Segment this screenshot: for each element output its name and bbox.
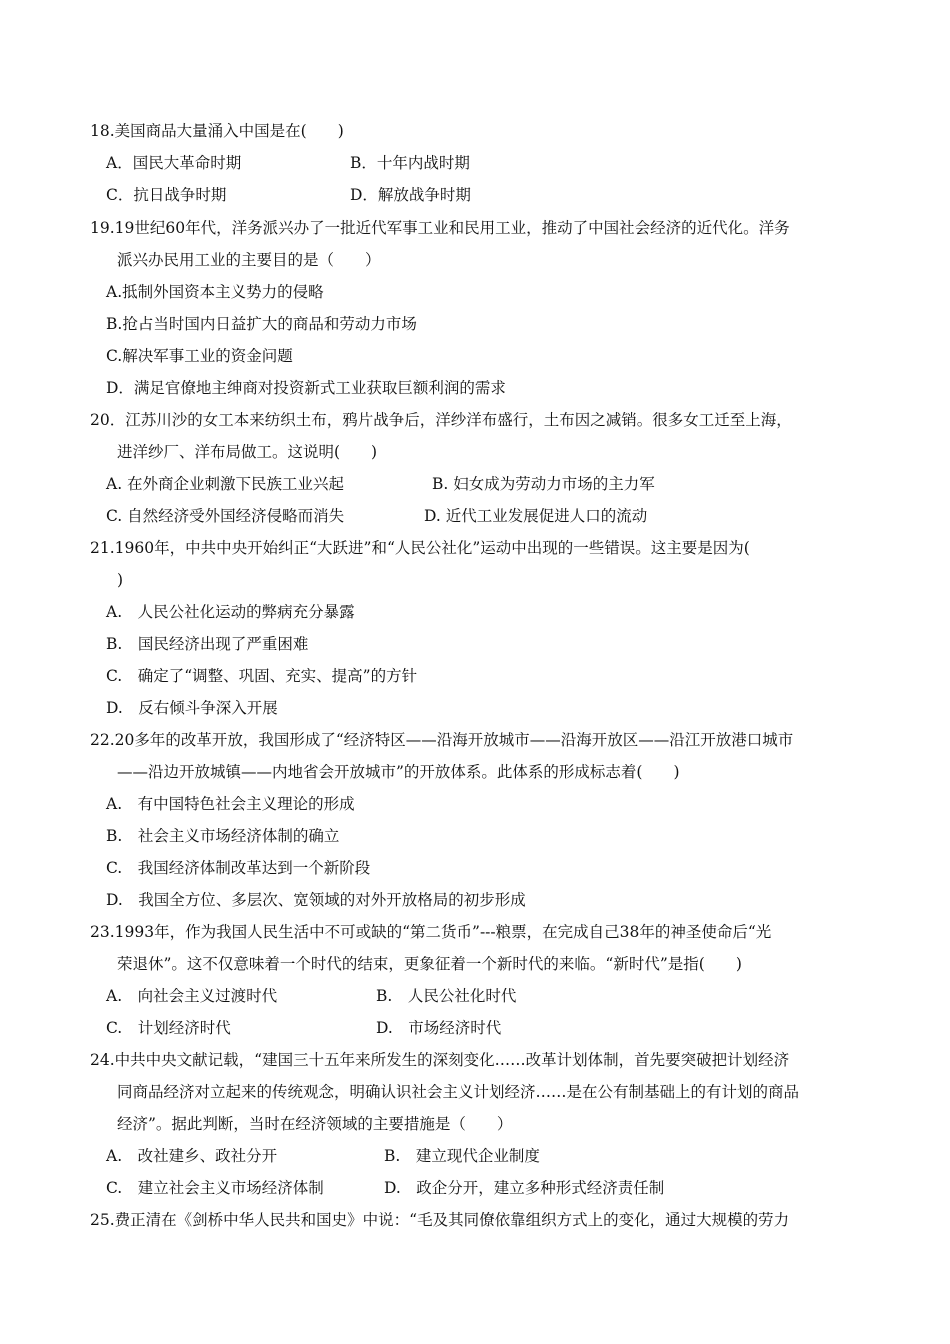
question-22-stem: 22.20多年的改革开放，我国形成了“经济特区——沿海开放城市——沿海开放区——沿江开放港口城市 [90,731,794,749]
question-22-option-b: B. 社会主义市场经济体制的确立 [106,827,340,845]
question-23-stem-cont: 荣退休”。这不仅意味着一个时代的结束，更象征着一个新时代的来临。“新时代”是指( ) [117,955,742,973]
question-24-stem-cont-1: 同商品经济对立起来的传统观念，明确认识社会主义计划经济……是在公有制基础上的有计划的商品 [117,1083,800,1101]
question-22-stem-cont: ——沿边开放城镇——内地省会开放城市”的开放体系。此体系的形成标志着( ) [117,763,680,781]
question-19-stem-cont: 派兴办民用工业的主要目的是（ ） [117,251,381,269]
question-21-option-c: C. 确定了“调整、巩固、充实、提高”的方针 [106,667,418,685]
question-19-option-b: B.抢占当时国内日益扩大的商品和劳动力市场 [106,315,417,333]
question-18-option-a: A．国民大革命时期 [106,154,242,172]
question-18-option-b: B．十年内战时期 [350,154,470,172]
question-24-option-b: B. 建立现代企业制度 [384,1147,540,1165]
question-24-option-d: D. 政企分开，建立多种形式经济责任制 [384,1179,665,1197]
question-21-stem-cont: ) [117,571,124,589]
question-22-option-c: C. 我国经济体制改革达到一个新阶段 [106,859,371,877]
question-24-option-c: C. 建立社会主义市场经济体制 [106,1179,324,1197]
question-23-option-a: A. 向社会主义过渡时代 [106,987,278,1005]
question-21-stem: 21.1960年，中共中央开始纠正“大跃进”和“人民公社化”运动中出现的一些错误。这主要是因为( [90,539,750,557]
question-20-option-a: A. 在外商企业刺激下民族工业兴起 [106,475,345,493]
question-19-stem: 19.19世纪60年代，洋务派兴办了一批近代军事工业和民用工业，推动了中国社会经济的近代化。洋务 [90,219,790,237]
question-20-stem-cont: 进洋纱厂、洋布局做工。这说明( ) [117,443,378,461]
question-20-stem: 20．江苏川沙的女工本来纺织土布，鸦片战争后，洋纱洋布盛行，土布因之减销。很多女工迁至上海， [90,411,792,429]
question-24-option-a: A. 改社建乡、政社分开 [106,1147,278,1165]
question-19-option-a: A.抵制外国资本主义势力的侵略 [106,283,324,301]
question-21-option-a: A. 人民公社化运动的弊病充分暴露 [106,603,355,621]
question-19-option-c: C.解决军事工业的资金问题 [106,347,293,365]
question-23-option-d: D. 市场经济时代 [376,1019,502,1037]
question-21-option-d: D. 反右倾斗争深入开展 [106,699,278,717]
question-25-stem: 25.费正清在《剑桥中华人民共和国史》中说：“毛及其同僚依靠组织方式上的变化，通过大规模的劳力 [90,1211,790,1229]
question-23-option-c: C. 计划经济时代 [106,1019,231,1037]
question-18-option-d: D．解放战争时期 [350,186,471,204]
question-21-option-b: B. 国民经济出现了严重困难 [106,635,309,653]
question-22-option-a: A. 有中国特色社会主义理论的形成 [106,795,355,813]
question-24-stem: 24.中共中央文献记载，“建国三十五年来所发生的深刻变化……改革计划体制，首先要突破把计划经济 [90,1051,790,1069]
question-18-option-c: C．抗日战争时期 [106,186,227,204]
question-20-option-c: C. 自然经济受外国经济侵略而消失 [106,507,345,525]
question-18-stem: 18.美国商品大量涌入中国是在( ) [90,122,344,140]
question-23-option-b: B. 人民公社化时代 [376,987,517,1005]
question-20-option-b: B. 妇女成为劳动力市场的主力军 [432,475,655,493]
question-20-option-d: D. 近代工业发展促进人口的流动 [424,507,648,525]
question-23-stem: 23.1993年，作为我国人民生活中不可或缺的“第二货币”---粮票，在完成自己38年的神圣使命后“光 [90,923,772,941]
question-19-option-d: D．满足官僚地主绅商对投资新式工业获取巨额利润的需求 [106,379,506,397]
question-24-stem-cont-2: 经济”。据此判断，当时在经济领域的主要措施是（ ） [117,1115,513,1133]
question-22-option-d: D. 我国全方位、多层次、宽领域的对外开放格局的初步形成 [106,891,526,909]
